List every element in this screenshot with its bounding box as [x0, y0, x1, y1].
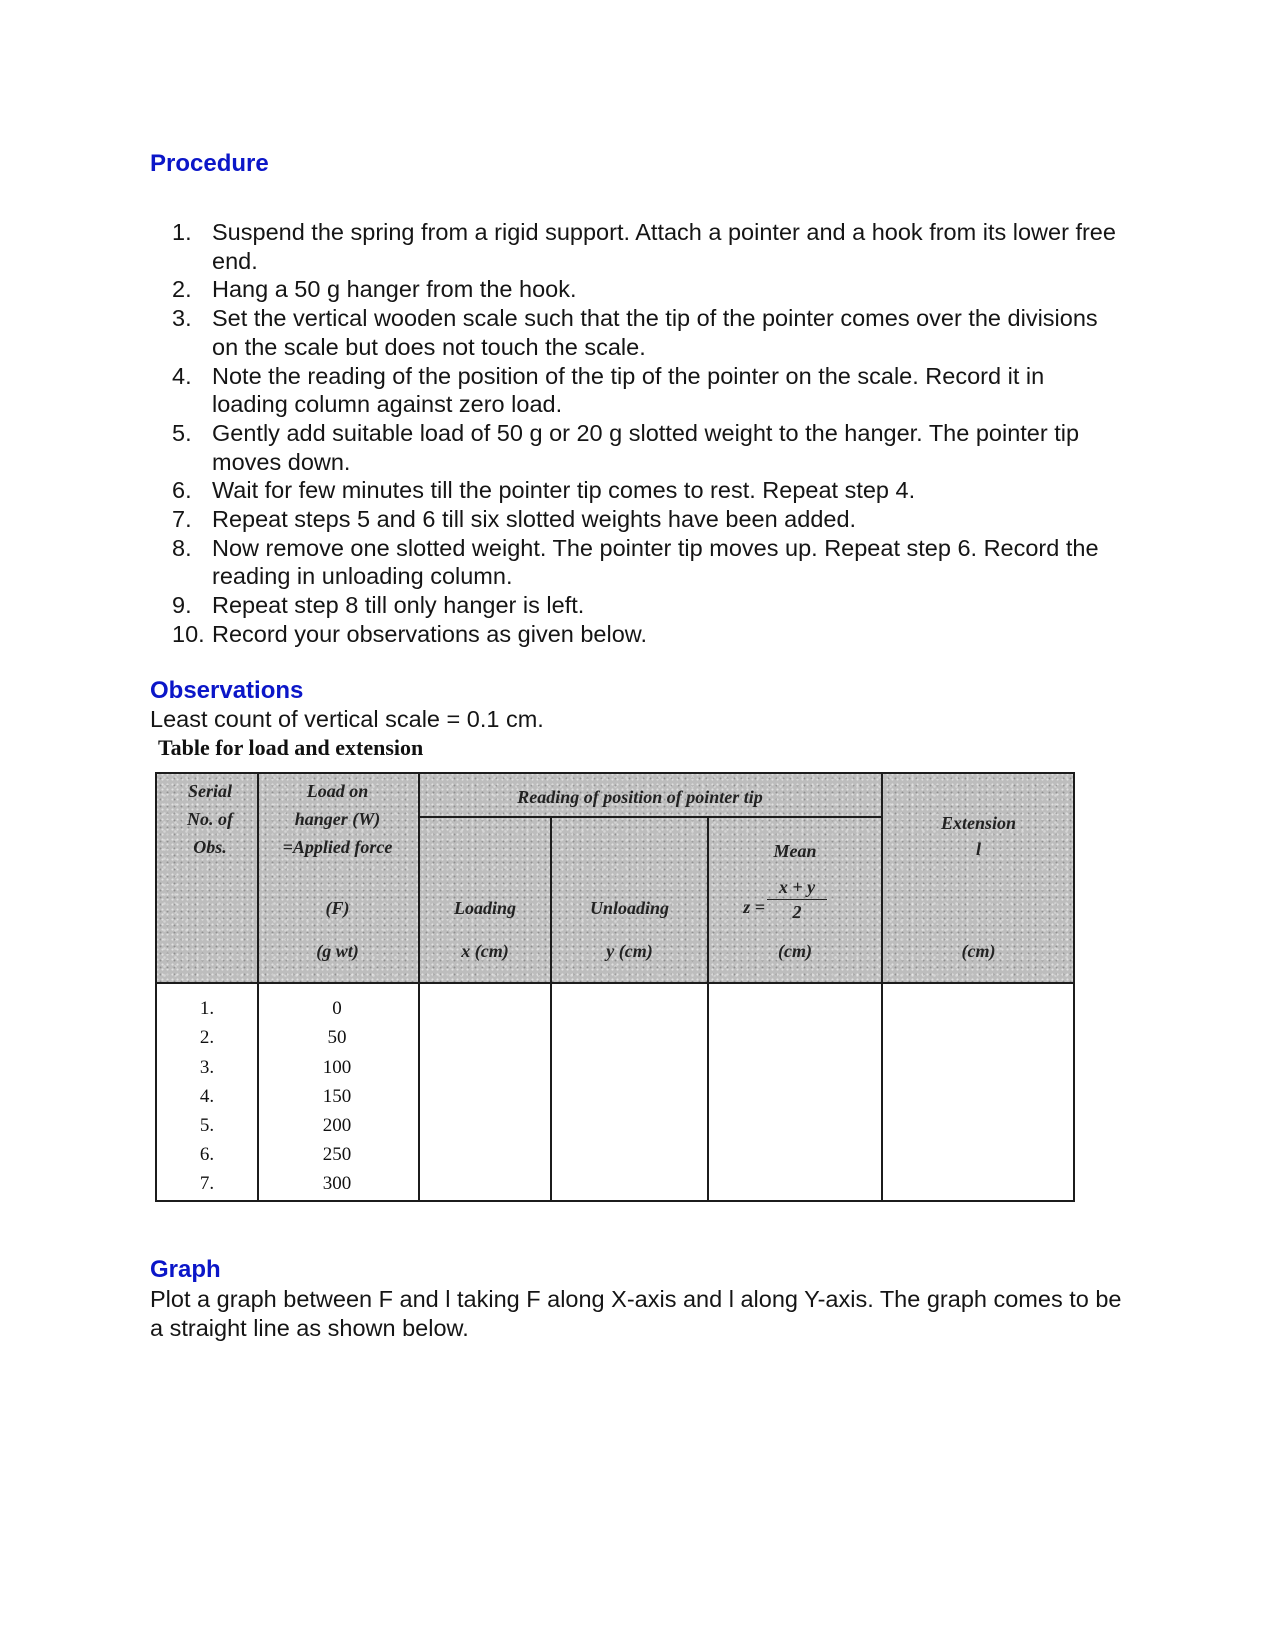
table-cell-load: 150	[322, 1086, 352, 1107]
list-item	[172, 362, 1122, 419]
unloading-header: Unloading	[589, 898, 670, 918]
table-cell-load: 0	[332, 998, 342, 1019]
table-border-top	[155, 772, 1075, 774]
list-item	[172, 505, 1122, 534]
step-text: Wait for few minutes till the pointer tip comes to rest. Repeat step 4.	[212, 477, 916, 504]
table-border-bottom	[155, 1200, 1075, 1202]
header-text: (cm)	[778, 941, 812, 961]
step-number: 4.	[172, 362, 192, 389]
mean-formula-lhs: z =	[743, 897, 765, 917]
column-divider	[418, 772, 420, 1202]
list-item	[172, 275, 1122, 304]
header-text: l	[975, 839, 981, 859]
list-item	[172, 534, 1122, 591]
step-number: 10.	[172, 620, 205, 647]
loading-unit: x (cm)	[461, 941, 509, 961]
table-border-right	[1073, 772, 1075, 1202]
table-cell-serial: 5.	[199, 1115, 215, 1136]
list-item	[172, 218, 1122, 275]
table-cell-serial: 7.	[199, 1173, 215, 1194]
header-text: (g wt)	[316, 941, 359, 961]
step-text: Record your observations as given below.	[212, 620, 647, 647]
table-cell-serial: 3.	[199, 1057, 215, 1078]
graph-instructions: Plot a graph between F and l taking F along X-axis and l along Y-axis. The graph comes to be a straight line as shown below.	[150, 1286, 1122, 1341]
load-extension-table	[155, 772, 1075, 1202]
header-text: Load on	[306, 781, 369, 801]
observations-heading: Observations	[150, 677, 304, 704]
header-text: Mean	[773, 841, 817, 861]
header-text: hanger (W)	[294, 809, 381, 829]
fraction-bar	[767, 899, 827, 900]
step-number: 9.	[172, 592, 192, 619]
list-item	[172, 620, 1122, 649]
table-cell-load: 200	[322, 1115, 352, 1136]
group-header-divider	[418, 816, 883, 818]
step-text: Repeat step 8 till only hanger is left.	[212, 592, 585, 619]
header-text: (cm)	[961, 941, 996, 961]
table-cell-load: 50	[327, 1027, 347, 1048]
procedure-heading: Procedure	[150, 150, 269, 177]
table-cell-serial: 6.	[199, 1144, 215, 1165]
step-text: Repeat steps 5 and 6 till six slotted weights have been added.	[212, 506, 857, 533]
table-cell-load: 100	[322, 1057, 352, 1078]
loading-header: Loading	[453, 898, 516, 918]
column-divider	[881, 772, 883, 1202]
unloading-unit: y (cm)	[606, 941, 653, 961]
step-text: Set the vertical wooden scale such that the tip of the pointer comes over the divisions on the scale but does not touch the scale.	[212, 305, 1098, 360]
table-cell-serial: 2.	[199, 1027, 215, 1048]
step-text: Suspend the spring from a rigid support. Attach a pointer and a hook from its lower free end.	[212, 219, 1116, 274]
list-item	[172, 419, 1122, 476]
table-cell-load: 300	[322, 1173, 352, 1194]
step-number: 2.	[172, 276, 192, 303]
header-text: Extension	[940, 813, 1017, 833]
reading-group-header: Reading of position of pointer tip	[517, 787, 763, 807]
list-item	[172, 476, 1122, 505]
table-title: Table for load and extension	[158, 735, 424, 760]
graph-heading: Graph	[150, 1256, 221, 1283]
table-border-left	[155, 772, 157, 1202]
list-item	[172, 591, 1122, 620]
header-text: Serial	[187, 781, 232, 801]
step-number: 5.	[172, 419, 192, 446]
table-cell-load: 250	[322, 1144, 352, 1165]
mean-formula-fraction	[767, 876, 827, 923]
header-divider	[155, 982, 1075, 984]
column-divider	[707, 816, 709, 1202]
table-cell-serial: 4.	[199, 1086, 215, 1107]
fraction-denominator: 2	[792, 902, 802, 922]
list-item	[172, 304, 1122, 361]
step-number: 8.	[172, 534, 192, 561]
procedure-steps-list	[172, 218, 1122, 649]
step-number: 6.	[172, 477, 192, 504]
step-number: 3.	[172, 305, 192, 332]
least-count-text: Least count of vertical scale = 0.1 cm.	[150, 706, 544, 732]
header-text: Obs.	[193, 837, 227, 857]
table-cell-serial: 1.	[199, 998, 215, 1019]
header-text: No. of	[187, 809, 233, 829]
step-text: Gently add suitable load of 50 g or 20 g slotted weight to the hanger. The pointer tip moves down.	[212, 419, 1080, 475]
step-text: Note the reading of the position of the tip of the pointer on the scale. Record it in loading column against zero load.	[212, 362, 1045, 418]
fraction-numerator: x + y	[778, 877, 816, 897]
column-divider	[257, 772, 259, 1202]
step-number: 1.	[172, 219, 192, 245]
step-text: Now remove one slotted weight. The pointer tip moves up. Repeat step 6. Record the reading in unloading column.	[212, 534, 1099, 590]
step-number: 7.	[172, 506, 192, 533]
header-text: (F)	[325, 898, 350, 918]
header-text: =Applied force	[282, 837, 393, 857]
column-divider	[550, 816, 552, 1202]
step-text: Hang a 50 g hanger from the hook.	[212, 276, 577, 303]
